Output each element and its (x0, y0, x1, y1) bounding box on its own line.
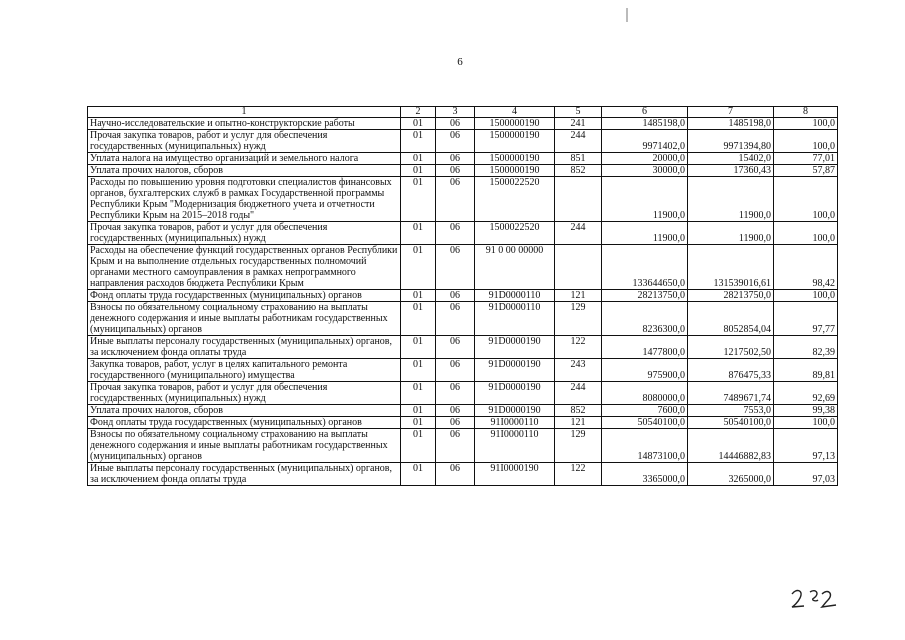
row-name-cell: Взносы по обязательному социальному страхованию на выплаты денежного содержания и иные выплаты работникам государственных (муниципальных) органов (88, 429, 401, 463)
expense-type-cell: 244 (555, 222, 602, 245)
executed-amount-cell: 1217502,50 (688, 336, 774, 359)
target-article-cell: 1500000190 (475, 153, 555, 165)
target-article-cell: 1500000190 (475, 130, 555, 153)
executed-amount-cell: 17360,43 (688, 165, 774, 177)
row-name-cell: Прочая закупка товаров, работ и услуг для обеспечения государственных (муниципальных) нужд (88, 382, 401, 405)
header-cell: 8 (774, 107, 838, 118)
planned-amount-cell: 30000,0 (602, 165, 688, 177)
executed-amount-cell: 3265000,0 (688, 463, 774, 486)
execution-percent-cell: 99,38 (774, 405, 838, 417)
table-row (88, 302, 838, 336)
row-name-cell: Фонд оплаты труда государственных (муниципальных) органов (88, 290, 401, 302)
executed-amount-cell: 28213750,0 (688, 290, 774, 302)
execution-percent-cell: 100,0 (774, 290, 838, 302)
expense-type-cell: 852 (555, 405, 602, 417)
row-name-cell: Взносы по обязательному социальному страхованию на выплаты денежного содержания и иные выплаты работникам государственных (муниципальных) органов (88, 302, 401, 336)
execution-percent-cell: 82,39 (774, 336, 838, 359)
subsection-cell: 06 (436, 130, 475, 153)
expense-type-cell (555, 177, 602, 222)
subsection-cell: 06 (436, 463, 475, 486)
planned-amount-cell: 20000,0 (602, 153, 688, 165)
target-article-cell: 91I0000110 (475, 417, 555, 429)
target-article-cell: 91D0000110 (475, 302, 555, 336)
expense-type-cell: 852 (555, 165, 602, 177)
execution-percent-cell: 97,13 (774, 429, 838, 463)
planned-amount-cell: 7600,0 (602, 405, 688, 417)
subsection-cell: 06 (436, 118, 475, 130)
executed-amount-cell: 50540100,0 (688, 417, 774, 429)
section-cell: 01 (401, 302, 436, 336)
executed-amount-cell: 11900,0 (688, 177, 774, 222)
table-row (88, 429, 838, 463)
executed-amount-cell: 8052854,04 (688, 302, 774, 336)
expense-type-cell: 129 (555, 429, 602, 463)
expense-type-cell: 121 (555, 290, 602, 302)
execution-percent-cell: 100,0 (774, 130, 838, 153)
target-article-cell: 91I0000190 (475, 463, 555, 486)
scan-mark (626, 8, 628, 22)
header-cell: 5 (555, 107, 602, 118)
execution-percent-cell: 100,0 (774, 118, 838, 130)
execution-percent-cell: 100,0 (774, 417, 838, 429)
executed-amount-cell: 15402,0 (688, 153, 774, 165)
execution-percent-cell: 77,01 (774, 153, 838, 165)
table-row (88, 382, 838, 405)
expense-type-cell: 129 (555, 302, 602, 336)
table-row (88, 359, 838, 382)
section-cell: 01 (401, 165, 436, 177)
table-row (88, 177, 838, 222)
table-header-row (88, 107, 838, 118)
subsection-cell: 06 (436, 429, 475, 463)
handwritten-signature (788, 586, 848, 610)
row-name-cell: Расходы по повышению уровня подготовки специалистов финансовых органов, бухгалтерских служб в рамках Государственной программы Республики Крым "Модернизация бюджетного учета и отчетности Республики Крым на 2015–2018 годы" (88, 177, 401, 222)
planned-amount-cell: 8236300,0 (602, 302, 688, 336)
section-cell: 01 (401, 429, 436, 463)
subsection-cell: 06 (436, 177, 475, 222)
row-name-cell: Закупка товаров, работ, услуг в целях капитального ремонта государственного (муниципального) имущества (88, 359, 401, 382)
table-row (88, 153, 838, 165)
execution-percent-cell: 92,69 (774, 382, 838, 405)
planned-amount-cell: 1485198,0 (602, 118, 688, 130)
row-name-cell: Прочая закупка товаров, работ и услуг для обеспечения государственных (муниципальных) нужд (88, 130, 401, 153)
planned-amount-cell: 9971402,0 (602, 130, 688, 153)
execution-percent-cell: 97,03 (774, 463, 838, 486)
expense-type-cell: 241 (555, 118, 602, 130)
execution-percent-cell: 57,87 (774, 165, 838, 177)
executed-amount-cell: 1485198,0 (688, 118, 774, 130)
planned-amount-cell: 50540100,0 (602, 417, 688, 429)
subsection-cell: 06 (436, 417, 475, 429)
expense-type-cell: 244 (555, 130, 602, 153)
subsection-cell: 06 (436, 153, 475, 165)
expense-type-cell: 244 (555, 382, 602, 405)
planned-amount-cell: 28213750,0 (602, 290, 688, 302)
target-article-cell: 1500000190 (475, 165, 555, 177)
target-article-cell: 1500000190 (475, 118, 555, 130)
subsection-cell: 06 (436, 290, 475, 302)
execution-percent-cell: 100,0 (774, 177, 838, 222)
table-row (88, 463, 838, 486)
row-name-cell: Иные выплаты персоналу государственных (муниципальных) органов, за исключением фонда оплаты труда (88, 336, 401, 359)
row-name-cell: Расходы на обеспечение функций государственных органов Республики Крым и на выполнение отдельных государственных полномочий органами местного самоуправления в рамках непрограммного направления расходов бюджета Республики Крым (88, 245, 401, 290)
header-cell: 3 (436, 107, 475, 118)
section-cell: 01 (401, 222, 436, 245)
table-row (88, 417, 838, 429)
table-row (88, 245, 838, 290)
target-article-cell: 91D0000190 (475, 336, 555, 359)
target-article-cell: 1500022520 (475, 177, 555, 222)
executed-amount-cell: 131539016,61 (688, 245, 774, 290)
executed-amount-cell: 7553,0 (688, 405, 774, 417)
section-cell: 01 (401, 463, 436, 486)
planned-amount-cell: 133644650,0 (602, 245, 688, 290)
executed-amount-cell: 11900,0 (688, 222, 774, 245)
row-name-cell: Уплата прочих налогов, сборов (88, 405, 401, 417)
planned-amount-cell: 1477800,0 (602, 336, 688, 359)
subsection-cell: 06 (436, 165, 475, 177)
expense-type-cell: 851 (555, 153, 602, 165)
execution-percent-cell: 89,81 (774, 359, 838, 382)
execution-percent-cell: 97,77 (774, 302, 838, 336)
target-article-cell: 91I0000110 (475, 429, 555, 463)
planned-amount-cell: 8080000,0 (602, 382, 688, 405)
section-cell: 01 (401, 118, 436, 130)
section-cell: 01 (401, 359, 436, 382)
executed-amount-cell: 876475,33 (688, 359, 774, 382)
subsection-cell: 06 (436, 359, 475, 382)
section-cell: 01 (401, 417, 436, 429)
planned-amount-cell: 11900,0 (602, 222, 688, 245)
table-row (88, 130, 838, 153)
executed-amount-cell: 9971394,80 (688, 130, 774, 153)
table-row (88, 336, 838, 359)
subsection-cell: 06 (436, 382, 475, 405)
header-cell: 1 (88, 107, 401, 118)
expense-type-cell: 122 (555, 336, 602, 359)
target-article-cell: 1500022520 (475, 222, 555, 245)
section-cell: 01 (401, 177, 436, 222)
subsection-cell: 06 (436, 222, 475, 245)
row-name-cell: Уплата прочих налогов, сборов (88, 165, 401, 177)
target-article-cell: 91D0000190 (475, 359, 555, 382)
table-row (88, 165, 838, 177)
planned-amount-cell: 11900,0 (602, 177, 688, 222)
planned-amount-cell: 975900,0 (602, 359, 688, 382)
expense-type-cell: 243 (555, 359, 602, 382)
row-name-cell: Научно-исследовательские и опытно-конструкторские работы (88, 118, 401, 130)
header-cell: 2 (401, 107, 436, 118)
table-row (88, 405, 838, 417)
subsection-cell: 06 (436, 302, 475, 336)
section-cell: 01 (401, 130, 436, 153)
expense-type-cell: 122 (555, 463, 602, 486)
planned-amount-cell: 14873100,0 (602, 429, 688, 463)
section-cell: 01 (401, 405, 436, 417)
subsection-cell: 06 (436, 336, 475, 359)
expense-type-cell: 121 (555, 417, 602, 429)
header-cell: 4 (475, 107, 555, 118)
expense-type-cell (555, 245, 602, 290)
table-body (88, 118, 838, 486)
row-name-cell: Прочая закупка товаров, работ и услуг для обеспечения государственных (муниципальных) нужд (88, 222, 401, 245)
execution-percent-cell: 100,0 (774, 222, 838, 245)
target-article-cell: 91D0000110 (475, 290, 555, 302)
budget-table (87, 106, 838, 486)
subsection-cell: 06 (436, 405, 475, 417)
execution-percent-cell: 98,42 (774, 245, 838, 290)
header-cell: 7 (688, 107, 774, 118)
section-cell: 01 (401, 290, 436, 302)
section-cell: 01 (401, 245, 436, 290)
row-name-cell: Уплата налога на имущество организаций и земельного налога (88, 153, 401, 165)
row-name-cell: Фонд оплаты труда государственных (муниципальных) органов (88, 417, 401, 429)
target-article-cell: 91D0000190 (475, 382, 555, 405)
section-cell: 01 (401, 153, 436, 165)
planned-amount-cell: 3365000,0 (602, 463, 688, 486)
table-row (88, 222, 838, 245)
executed-amount-cell: 7489671,74 (688, 382, 774, 405)
subsection-cell: 06 (436, 245, 475, 290)
table-row (88, 118, 838, 130)
target-article-cell: 91 0 00 00000 (475, 245, 555, 290)
row-name-cell: Иные выплаты персоналу государственных (муниципальных) органов, за исключением фонда оплаты труда (88, 463, 401, 486)
section-cell: 01 (401, 382, 436, 405)
section-cell: 01 (401, 336, 436, 359)
table-row (88, 290, 838, 302)
target-article-cell: 91D0000190 (475, 405, 555, 417)
executed-amount-cell: 14446882,83 (688, 429, 774, 463)
header-cell: 6 (602, 107, 688, 118)
page-number: 6 (457, 56, 463, 68)
